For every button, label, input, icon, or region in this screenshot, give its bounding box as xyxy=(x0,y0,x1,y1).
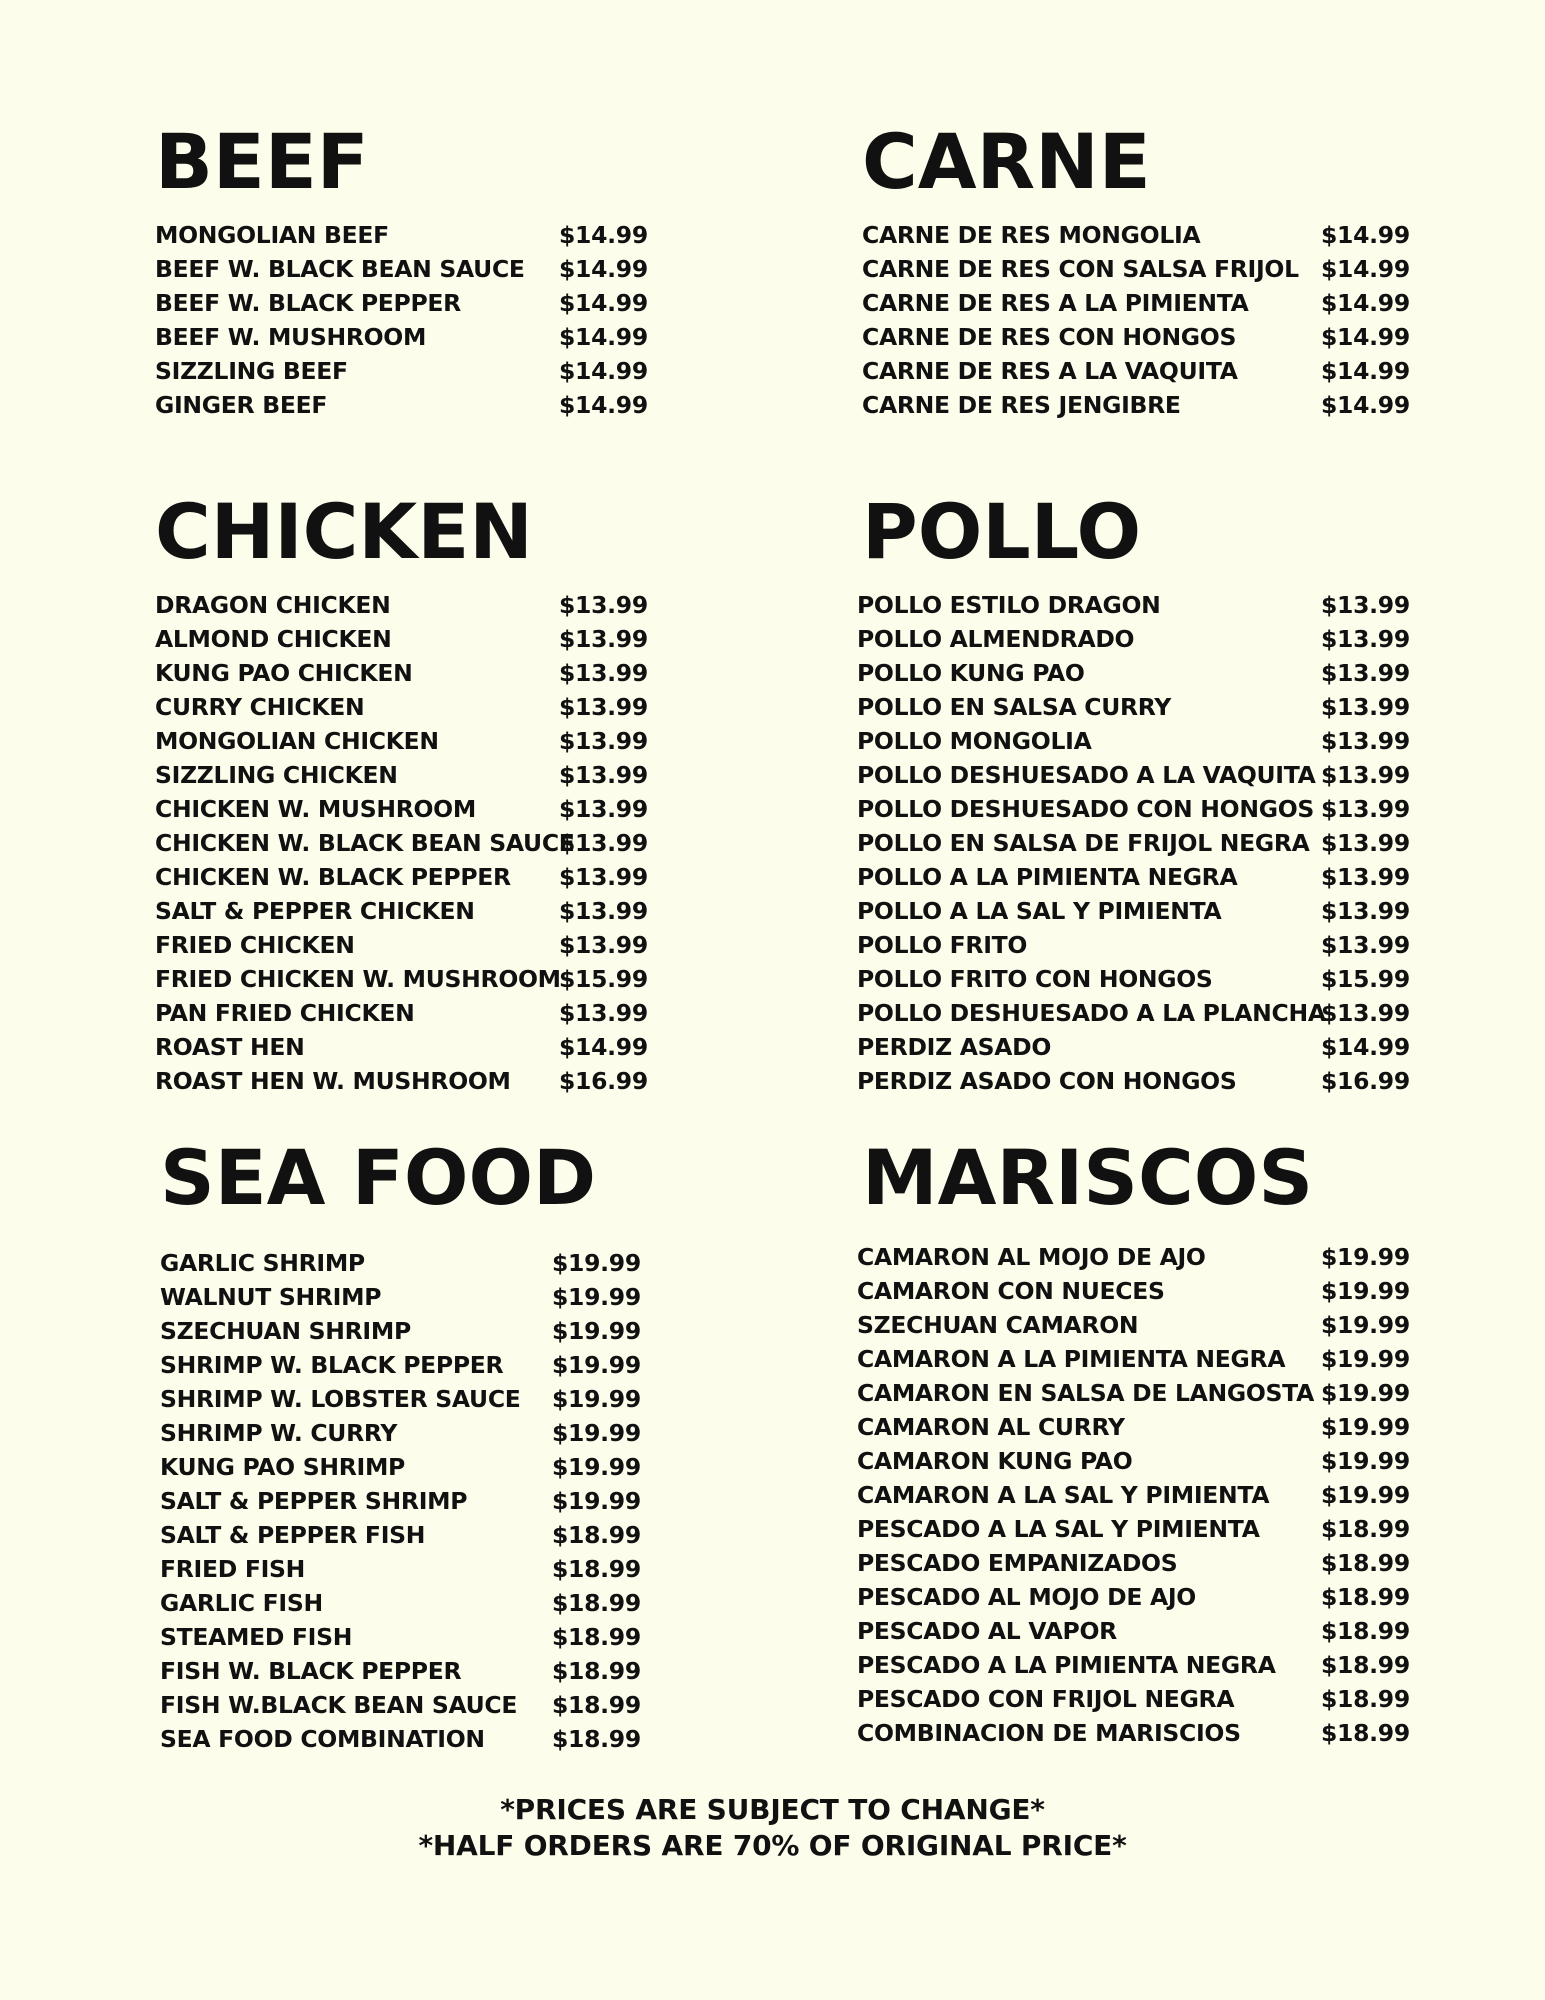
menu-item-name: CURRY CHICKEN xyxy=(155,693,365,721)
menu-item-price: $18.99 xyxy=(552,1623,641,1651)
menu-item-name: CAMARON A LA PIMIENTA NEGRA xyxy=(857,1345,1286,1373)
menu-item xyxy=(857,1546,1410,1580)
menu-item-price: $19.99 xyxy=(1321,1243,1410,1271)
menu-item-price: $19.99 xyxy=(1321,1277,1410,1305)
menu-item-name: GARLIC SHRIMP xyxy=(160,1249,365,1277)
menu-item xyxy=(857,1376,1410,1410)
menu-item xyxy=(155,218,648,252)
section-heading: MARISCOS xyxy=(862,1133,1314,1222)
menu-item-name: POLLO ESTILO DRAGON xyxy=(857,591,1161,619)
menu-item xyxy=(160,1246,641,1280)
menu-item-name: CAMARON EN SALSA DE LANGOSTA xyxy=(857,1379,1314,1407)
menu-item xyxy=(857,1478,1410,1512)
menu-item-name: PESCADO EMPANIZADOS xyxy=(857,1549,1178,1577)
menu-list xyxy=(857,588,1410,1098)
menu-item-name: PAN FRIED CHICKEN xyxy=(155,999,415,1027)
menu-item-name: POLLO MONGOLIA xyxy=(857,727,1092,755)
menu-item-name: CARNE DE RES A LA VAQUITA xyxy=(862,357,1238,385)
menu-item-name: CHICKEN W. BLACK PEPPER xyxy=(155,863,511,891)
menu-item xyxy=(862,388,1410,422)
menu-item-name: CHICKEN W. BLACK BEAN SAUCE xyxy=(155,829,575,857)
menu-item-price: $18.99 xyxy=(1321,1515,1410,1543)
menu-item-name: FISH W.BLACK BEAN SAUCE xyxy=(160,1691,518,1719)
menu-item xyxy=(155,894,648,928)
menu-item-price: $14.99 xyxy=(1321,391,1410,419)
section-mariscos xyxy=(857,1133,1410,1750)
menu-item xyxy=(155,826,648,860)
menu-item-name: SALT & PEPPER FISH xyxy=(160,1521,426,1549)
menu-item-name: CAMARON A LA SAL Y PIMIENTA xyxy=(857,1481,1270,1509)
menu-item-price: $15.99 xyxy=(1321,965,1410,993)
menu-item-name: SHRIMP W. CURRY xyxy=(160,1419,398,1447)
menu-item-name: ROAST HEN xyxy=(155,1033,305,1061)
section-heading: BEEF xyxy=(155,117,369,206)
menu-item-price: $14.99 xyxy=(559,357,648,385)
menu-item-name: POLLO DESHUESADO CON HONGOS xyxy=(857,795,1315,823)
menu-item-name: SEA FOOD COMBINATION xyxy=(160,1725,485,1753)
menu-item xyxy=(155,588,648,622)
menu-item-price: $19.99 xyxy=(1321,1447,1410,1475)
menu-item-price: $13.99 xyxy=(1321,795,1410,823)
section-seafood xyxy=(160,1133,641,1756)
menu-item xyxy=(160,1654,641,1688)
menu-item-name: PESCADO AL VAPOR xyxy=(857,1617,1117,1645)
menu-item-price: $14.99 xyxy=(559,1033,648,1061)
menu-item xyxy=(857,962,1410,996)
menu-item xyxy=(862,252,1410,286)
menu-item-price: $19.99 xyxy=(552,1317,641,1345)
menu-item-name: PERDIZ ASADO xyxy=(857,1033,1052,1061)
menu-item xyxy=(857,928,1410,962)
menu-item xyxy=(155,996,648,1030)
section-heading: CHICKEN xyxy=(155,487,533,576)
menu-item-name: ALMOND CHICKEN xyxy=(155,625,392,653)
menu-item-name: SALT & PEPPER CHICKEN xyxy=(155,897,475,925)
menu-item xyxy=(160,1484,641,1518)
menu-item-price: $18.99 xyxy=(552,1725,641,1753)
menu-item-name: KUNG PAO SHRIMP xyxy=(160,1453,405,1481)
menu-item xyxy=(857,1342,1410,1376)
menu-item-name: BEEF W. BLACK BEAN SAUCE xyxy=(155,255,525,283)
menu-item xyxy=(857,996,1410,1030)
menu-item-price: $14.99 xyxy=(1321,289,1410,317)
menu-item xyxy=(160,1450,641,1484)
menu-item xyxy=(857,588,1410,622)
menu-item-name: SZECHUAN CAMARON xyxy=(857,1311,1139,1339)
menu-item-name: WALNUT SHRIMP xyxy=(160,1283,382,1311)
menu-item-name: PESCADO CON FRIJOL NEGRA xyxy=(857,1685,1235,1713)
section-carne xyxy=(862,117,1410,422)
menu-item-name: POLLO DESHUESADO A LA VAQUITA xyxy=(857,761,1316,789)
menu-item xyxy=(155,962,648,996)
menu-item-name: POLLO KUNG PAO xyxy=(857,659,1085,687)
menu-item-name: SIZZLING CHICKEN xyxy=(155,761,398,789)
menu-item-price: $16.99 xyxy=(559,1067,648,1095)
menu-item xyxy=(857,1716,1410,1750)
menu-item-name: FRIED FISH xyxy=(160,1555,306,1583)
menu-item-price: $18.99 xyxy=(1321,1617,1410,1645)
footer-note-half-orders: *HALF ORDERS ARE 70% OF ORIGINAL PRICE* xyxy=(418,1829,1127,1862)
menu-list xyxy=(160,1246,641,1756)
menu-item-price: $19.99 xyxy=(1321,1345,1410,1373)
menu-item xyxy=(160,1722,641,1756)
menu-item xyxy=(857,1064,1410,1098)
menu-item xyxy=(155,388,648,422)
menu-item-price: $13.99 xyxy=(1321,693,1410,721)
menu-item xyxy=(862,354,1410,388)
menu-item xyxy=(155,252,648,286)
menu-item-price: $13.99 xyxy=(1321,897,1410,925)
menu-item xyxy=(857,1512,1410,1546)
menu-item-name: CHICKEN W. MUSHROOM xyxy=(155,795,476,823)
section-beef xyxy=(155,117,648,422)
menu-item xyxy=(857,1682,1410,1716)
footer-note-prices: *PRICES ARE SUBJECT TO CHANGE* xyxy=(500,1793,1045,1826)
menu-item xyxy=(857,690,1410,724)
menu-item-name: PERDIZ ASADO CON HONGOS xyxy=(857,1067,1237,1095)
menu-item-name: CAMARON CON NUECES xyxy=(857,1277,1165,1305)
menu-item-price: $19.99 xyxy=(1321,1379,1410,1407)
menu-item-price: $18.99 xyxy=(1321,1583,1410,1611)
menu-item xyxy=(857,826,1410,860)
menu-item-name: GINGER BEEF xyxy=(155,391,328,419)
menu-item-name: POLLO FRITO CON HONGOS xyxy=(857,965,1213,993)
menu-item-name: PESCADO A LA PIMIENTA NEGRA xyxy=(857,1651,1276,1679)
menu-item-price: $13.99 xyxy=(1321,625,1410,653)
menu-item xyxy=(160,1314,641,1348)
menu-item-name: POLLO DESHUESADO A LA PLANCHA xyxy=(857,999,1326,1027)
menu-item xyxy=(857,894,1410,928)
menu-item-name: GARLIC FISH xyxy=(160,1589,323,1617)
menu-item-price: $16.99 xyxy=(1321,1067,1410,1095)
menu-item-name: SHRIMP W. LOBSTER SAUCE xyxy=(160,1385,521,1413)
menu-item-name: CARNE DE RES CON SALSA FRIJOL xyxy=(862,255,1299,283)
menu-item-name: FISH W. BLACK PEPPER xyxy=(160,1657,462,1685)
menu-item xyxy=(857,1410,1410,1444)
menu-item-name: CARNE DE RES A LA PIMIENTA xyxy=(862,289,1249,317)
menu-item-name: BEEF W. MUSHROOM xyxy=(155,323,427,351)
menu-item-name: SALT & PEPPER SHRIMP xyxy=(160,1487,468,1515)
menu-item xyxy=(155,622,648,656)
menu-item-price: $13.99 xyxy=(559,897,648,925)
menu-item xyxy=(155,928,648,962)
menu-item-price: $19.99 xyxy=(552,1283,641,1311)
menu-item-price: $14.99 xyxy=(559,323,648,351)
menu-item xyxy=(160,1280,641,1314)
menu-item xyxy=(160,1586,641,1620)
menu-item-price: $13.99 xyxy=(1321,863,1410,891)
menu-item-price: $19.99 xyxy=(552,1453,641,1481)
menu-item-price: $13.99 xyxy=(559,625,648,653)
menu-item-price: $13.99 xyxy=(1321,659,1410,687)
menu-item xyxy=(155,690,648,724)
menu-item-price: $13.99 xyxy=(1321,727,1410,755)
menu-item xyxy=(857,1648,1410,1682)
menu-item-name: CARNE DE RES JENGIBRE xyxy=(862,391,1181,419)
menu-item-name: FRIED CHICKEN xyxy=(155,931,355,959)
menu-item xyxy=(857,622,1410,656)
menu-item-name: DRAGON CHICKEN xyxy=(155,591,391,619)
menu-item-price: $14.99 xyxy=(1321,221,1410,249)
menu-item xyxy=(155,286,648,320)
menu-item-price: $14.99 xyxy=(559,289,648,317)
menu-item xyxy=(160,1688,641,1722)
menu-item xyxy=(857,860,1410,894)
menu-item xyxy=(857,758,1410,792)
menu-item-price: $19.99 xyxy=(552,1351,641,1379)
menu-item-price: $13.99 xyxy=(1321,591,1410,619)
menu-item-price: $14.99 xyxy=(1321,323,1410,351)
menu-item-price: $14.99 xyxy=(1321,1033,1410,1061)
menu-item xyxy=(862,286,1410,320)
menu-item xyxy=(155,860,648,894)
menu-item-price: $13.99 xyxy=(559,693,648,721)
menu-list xyxy=(857,1240,1410,1750)
menu-item-price: $13.99 xyxy=(559,931,648,959)
menu-item-name: ROAST HEN W. MUSHROOM xyxy=(155,1067,511,1095)
menu-item-name: POLLO FRITO xyxy=(857,931,1028,959)
menu-item-name: COMBINACION DE MARISCIOS xyxy=(857,1719,1241,1747)
menu-item xyxy=(160,1382,641,1416)
section-heading: POLLO xyxy=(862,487,1142,576)
section-heading: SEA FOOD xyxy=(160,1133,597,1222)
menu-item-name: POLLO EN SALSA CURRY xyxy=(857,693,1172,721)
menu-item-price: $13.99 xyxy=(559,863,648,891)
menu-item xyxy=(857,1444,1410,1478)
menu-item-price: $13.99 xyxy=(559,761,648,789)
menu-item-price: $13.99 xyxy=(559,999,648,1027)
menu-item-name: CAMARON AL CURRY xyxy=(857,1413,1125,1441)
menu-item-name: CAMARON KUNG PAO xyxy=(857,1447,1133,1475)
menu-item-name: PESCADO AL MOJO DE AJO xyxy=(857,1583,1196,1611)
menu-item-name: KUNG PAO CHICKEN xyxy=(155,659,413,687)
menu-item-price: $18.99 xyxy=(552,1589,641,1617)
menu-item-name: POLLO ALMENDRADO xyxy=(857,625,1135,653)
menu-item-name: POLLO A LA PIMIENTA NEGRA xyxy=(857,863,1238,891)
menu-item-price: $18.99 xyxy=(552,1657,641,1685)
menu-item xyxy=(155,354,648,388)
menu-item-name: POLLO A LA SAL Y PIMIENTA xyxy=(857,897,1222,925)
menu-item-price: $19.99 xyxy=(1321,1311,1410,1339)
menu-item-price: $18.99 xyxy=(552,1521,641,1549)
menu-item xyxy=(862,218,1410,252)
menu-item-price: $15.99 xyxy=(559,965,648,993)
menu-list xyxy=(862,218,1410,422)
menu-item-price: $14.99 xyxy=(559,391,648,419)
menu-item xyxy=(862,320,1410,354)
menu-item xyxy=(160,1620,641,1654)
menu-item-name: PESCADO A LA SAL Y PIMIENTA xyxy=(857,1515,1260,1543)
menu-item-price: $19.99 xyxy=(552,1487,641,1515)
menu-item-name: SZECHUAN SHRIMP xyxy=(160,1317,411,1345)
menu-item-price: $19.99 xyxy=(552,1249,641,1277)
menu-item-price: $13.99 xyxy=(1321,761,1410,789)
menu-item-price: $18.99 xyxy=(1321,1549,1410,1577)
menu-item-name: MONGOLIAN CHICKEN xyxy=(155,727,439,755)
menu-item-price: $14.99 xyxy=(559,255,648,283)
menu-item xyxy=(857,792,1410,826)
menu-item-price: $18.99 xyxy=(1321,1719,1410,1747)
menu-item-price: $13.99 xyxy=(1321,829,1410,857)
section-heading: CARNE xyxy=(862,117,1151,206)
menu-item-price: $14.99 xyxy=(559,221,648,249)
menu-item-name: FRIED CHICKEN W. MUSHROOM xyxy=(155,965,561,993)
menu-item-name: SIZZLING BEEF xyxy=(155,357,348,385)
menu-item-name: CAMARON AL MOJO DE AJO xyxy=(857,1243,1206,1271)
menu-item xyxy=(160,1552,641,1586)
menu-item-name: CARNE DE RES CON HONGOS xyxy=(862,323,1237,351)
menu-item xyxy=(160,1416,641,1450)
section-chicken xyxy=(155,487,648,1098)
menu-item-name: BEEF W. BLACK PEPPER xyxy=(155,289,461,317)
menu-item-price: $13.99 xyxy=(559,727,648,755)
menu-list xyxy=(155,218,648,422)
menu-item-price: $18.99 xyxy=(552,1555,641,1583)
menu-item-price: $13.99 xyxy=(559,591,648,619)
menu-item xyxy=(160,1348,641,1382)
menu-item-price: $19.99 xyxy=(552,1385,641,1413)
menu-item xyxy=(160,1518,641,1552)
menu-item-price: $18.99 xyxy=(1321,1685,1410,1713)
menu-item xyxy=(155,792,648,826)
menu-item xyxy=(857,1580,1410,1614)
menu-item xyxy=(155,1064,648,1098)
menu-item xyxy=(857,1614,1410,1648)
menu-item xyxy=(155,758,648,792)
menu-item-price: $18.99 xyxy=(1321,1651,1410,1679)
menu-item xyxy=(857,1274,1410,1308)
menu-item-price: $13.99 xyxy=(1321,931,1410,959)
menu-item-price: $13.99 xyxy=(559,659,648,687)
menu-item-price: $13.99 xyxy=(559,795,648,823)
menu-item-name: CARNE DE RES MONGOLIA xyxy=(862,221,1201,249)
menu-item-name: MONGOLIAN BEEF xyxy=(155,221,389,249)
menu-item-name: POLLO EN SALSA DE FRIJOL NEGRA xyxy=(857,829,1310,857)
menu-item-price: $13.99 xyxy=(1321,999,1410,1027)
footer-notes xyxy=(0,1792,1545,1864)
menu-item-price: $18.99 xyxy=(552,1691,641,1719)
menu-item xyxy=(155,724,648,758)
menu-item-name: SHRIMP W. BLACK PEPPER xyxy=(160,1351,504,1379)
menu-item xyxy=(857,656,1410,690)
menu-item-price: $19.99 xyxy=(552,1419,641,1447)
menu-item xyxy=(857,724,1410,758)
menu-item-price: $19.99 xyxy=(1321,1413,1410,1441)
menu-item-name: STEAMED FISH xyxy=(160,1623,353,1651)
menu-item xyxy=(857,1030,1410,1064)
menu-item xyxy=(155,656,648,690)
menu-item xyxy=(155,1030,648,1064)
menu-item-price: $14.99 xyxy=(1321,357,1410,385)
menu-item-price: $19.99 xyxy=(1321,1481,1410,1509)
section-pollo xyxy=(857,487,1410,1098)
menu-item-price: $13.99 xyxy=(559,829,648,857)
menu-item xyxy=(155,320,648,354)
menu-item xyxy=(857,1240,1410,1274)
menu-list xyxy=(155,588,648,1098)
menu-item xyxy=(857,1308,1410,1342)
menu-item-price: $14.99 xyxy=(1321,255,1410,283)
